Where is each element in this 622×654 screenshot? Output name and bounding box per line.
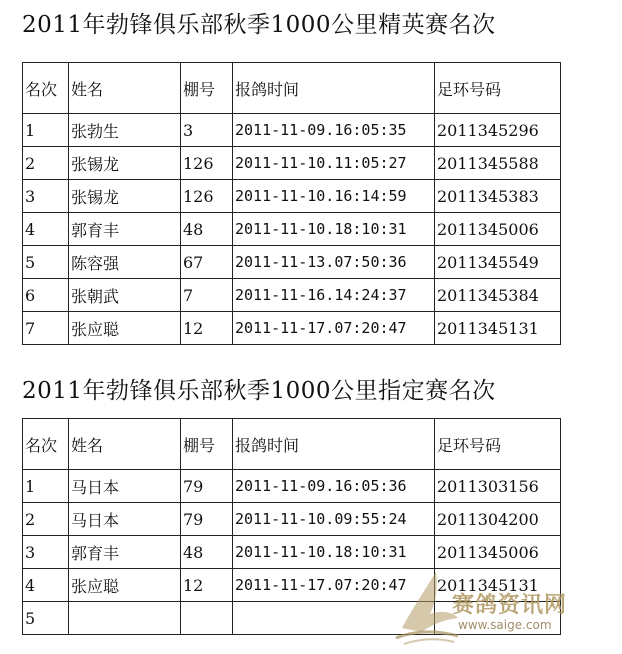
name-cell: 张勃生 (69, 114, 181, 147)
table-row (23, 147, 561, 180)
name-cell (69, 602, 181, 635)
time-cell: 2011-11-13.07:50:36 (233, 246, 435, 279)
header-rank: 名次 (23, 419, 69, 470)
name-cell: 郭育丰 (69, 213, 181, 246)
table-row (23, 213, 561, 246)
time-cell: 2011-11-10.11:05:27 (233, 147, 435, 180)
header-loft: 棚号 (181, 63, 233, 114)
name-cell: 马日本 (69, 470, 181, 503)
rank-cell: 2 (23, 503, 69, 536)
name-cell: 张锡龙 (69, 180, 181, 213)
ring-cell: 2011345131 (435, 569, 561, 602)
table-row (23, 312, 561, 345)
table-header-row (23, 63, 561, 114)
rank-cell: 3 (23, 180, 69, 213)
rank-cell: 3 (23, 536, 69, 569)
rank-cell: 2 (23, 147, 69, 180)
rank-cell: 5 (23, 246, 69, 279)
watermark-site-name: 赛鸽资讯网 (452, 593, 568, 618)
ring-cell: 2011345006 (435, 213, 561, 246)
name-cell: 马日本 (69, 503, 181, 536)
time-cell: 2011-11-17.07:20:47 (233, 569, 435, 602)
table-row (23, 114, 561, 147)
header-loft: 棚号 (181, 419, 233, 470)
loft-cell: 7 (181, 279, 233, 312)
ring-cell: 2011345384 (435, 279, 561, 312)
table-row (23, 536, 561, 569)
loft-cell: 79 (181, 470, 233, 503)
rank-cell: 1 (23, 470, 69, 503)
header-rank: 名次 (23, 63, 69, 114)
time-cell: 2011-11-10.16:14:59 (233, 180, 435, 213)
table-row (23, 470, 561, 503)
ring-cell: 2011345296 (435, 114, 561, 147)
loft-cell: 12 (181, 312, 233, 345)
loft-cell: 3 (181, 114, 233, 147)
time-cell: 2011-11-16.14:24:37 (233, 279, 435, 312)
ring-cell: 2011303156 (435, 470, 561, 503)
loft-cell: 12 (181, 569, 233, 602)
name-cell: 郭育丰 (69, 536, 181, 569)
table-header-row (23, 419, 561, 470)
time-cell: 2011-11-10.09:55:24 (233, 503, 435, 536)
table-row (23, 279, 561, 312)
ring-cell: 2011345588 (435, 147, 561, 180)
header-time: 报鸽时间 (233, 63, 435, 114)
header-time: 报鸽时间 (233, 419, 435, 470)
ring-cell: 2011345383 (435, 180, 561, 213)
page-title-elite: 2011年勃锋俱乐部秋季1000公里精英赛名次 (22, 12, 496, 38)
time-cell: 2011-11-09.16:05:35 (233, 114, 435, 147)
name-cell: 张应聪 (69, 569, 181, 602)
ring-cell: 2011345131 (435, 312, 561, 345)
name-cell: 张朝武 (69, 279, 181, 312)
loft-cell: 126 (181, 180, 233, 213)
ring-cell: 2011345549 (435, 246, 561, 279)
loft-cell (181, 602, 233, 635)
rank-cell: 6 (23, 279, 69, 312)
header-ring: 足环号码 (435, 63, 561, 114)
loft-cell: 79 (181, 503, 233, 536)
table-row (23, 180, 561, 213)
rank-cell: 1 (23, 114, 69, 147)
site-watermark (392, 566, 620, 646)
header-name: 姓名 (69, 419, 181, 470)
name-cell: 张应聪 (69, 312, 181, 345)
name-cell: 张锡龙 (69, 147, 181, 180)
watermark-url: www.saige.com (458, 618, 552, 632)
rank-cell: 5 (23, 602, 69, 635)
time-cell: 2011-11-10.18:10:31 (233, 536, 435, 569)
time-cell: 2011-11-17.07:20:47 (233, 312, 435, 345)
header-name: 姓名 (69, 63, 181, 114)
time-cell: 2011-11-09.16:05:36 (233, 470, 435, 503)
name-cell: 陈容强 (69, 246, 181, 279)
time-cell: 2011-11-10.18:10:31 (233, 213, 435, 246)
rank-cell: 7 (23, 312, 69, 345)
elite-ranking-table (22, 62, 561, 345)
page-title-designated: 2011年勃锋俱乐部秋季1000公里指定赛名次 (22, 378, 496, 404)
rank-cell: 4 (23, 569, 69, 602)
loft-cell: 67 (181, 246, 233, 279)
rank-cell: 4 (23, 213, 69, 246)
loft-cell: 48 (181, 536, 233, 569)
loft-cell: 126 (181, 147, 233, 180)
loft-cell: 48 (181, 213, 233, 246)
ring-cell: 2011345006 (435, 536, 561, 569)
ring-cell: 2011304200 (435, 503, 561, 536)
table-row (23, 503, 561, 536)
table-row (23, 246, 561, 279)
header-ring: 足环号码 (435, 419, 561, 470)
